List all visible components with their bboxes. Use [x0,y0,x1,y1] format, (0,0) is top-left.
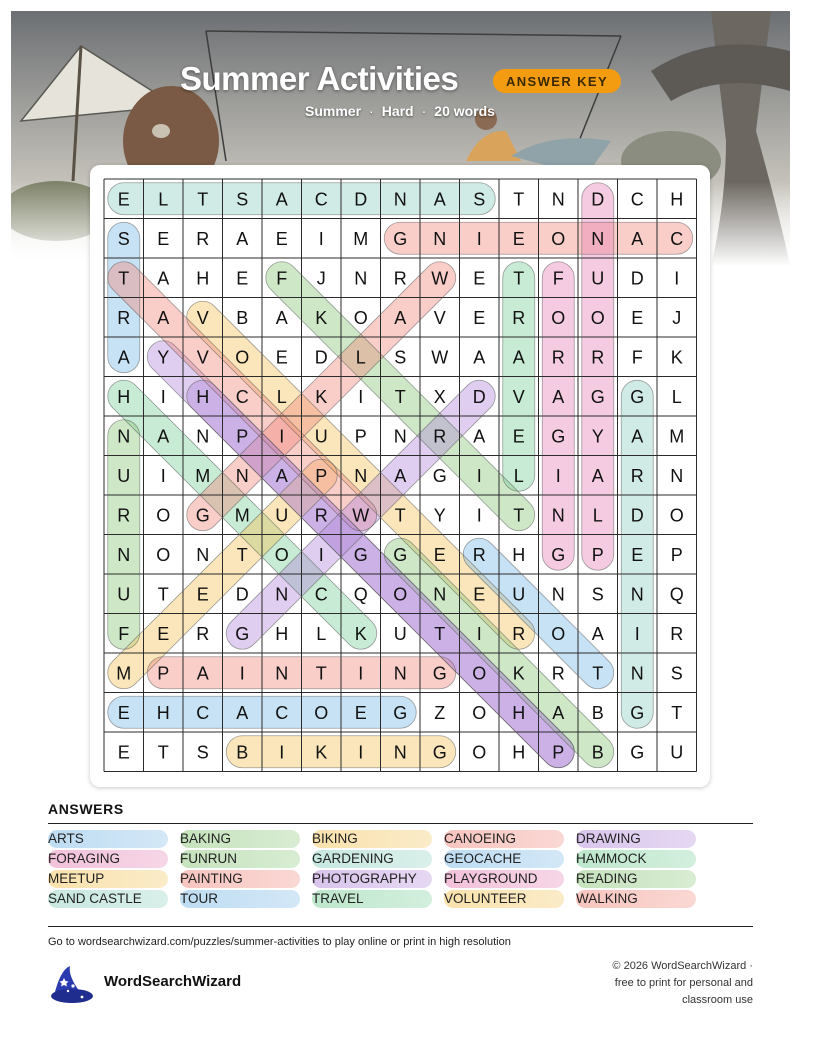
grid-letter[interactable]: C [235,386,249,407]
grid-letter[interactable]: T [157,584,169,605]
answer-word: FUNRUN [180,850,300,868]
grid-letter[interactable]: N [275,663,289,684]
grid-letter[interactable]: W [352,505,370,526]
copyright-notice [560,958,753,1009]
grid-letter[interactable]: D [314,347,328,368]
grid-letter[interactable]: R [196,623,210,644]
grid-letter[interactable]: S [394,347,407,368]
grid-letter[interactable]: I [674,268,680,289]
grid-letter[interactable]: I [476,465,482,486]
grid-letter[interactable]: M [669,426,685,447]
grid-letter[interactable]: U [117,465,131,486]
grid-letter[interactable]: E [196,584,209,605]
grid-letter[interactable]: S [473,189,486,210]
grid-letter[interactable]: R [512,307,526,328]
answer-word: BAKING [180,830,300,848]
grid-letter[interactable]: O [551,623,566,644]
grid-letter[interactable]: H [512,702,526,723]
grid-letter[interactable]: O [551,307,566,328]
grid-letter[interactable]: H [275,623,289,644]
grid-letter[interactable]: E [236,268,249,289]
wizard-hat-logo [46,962,94,1006]
grid-letter[interactable]: R [472,544,486,565]
grid-letter[interactable]: I [476,505,482,526]
grid-letter[interactable]: Z [434,702,446,723]
grid-letter[interactable]: I [476,228,482,249]
answer-word: TOUR [180,890,300,908]
answer-word: BIKING [312,830,432,848]
grid-letter[interactable]: T [513,268,525,289]
grid-letter[interactable]: O [551,228,566,249]
grid-letter[interactable]: F [276,268,288,289]
grid-letter[interactable]: C [196,702,210,723]
grid-letter[interactable]: C [314,584,328,605]
grid-letter[interactable]: N [551,505,565,526]
grid-letter[interactable]: T [513,505,525,526]
grid-letter[interactable]: G [195,505,210,526]
grid-letter[interactable]: D [472,386,486,407]
grid-letter[interactable]: A [631,426,644,447]
grid-letter[interactable]: I [476,623,482,644]
grid-letter[interactable]: N [354,465,368,486]
grid-letter[interactable]: O [590,307,605,328]
grid-letter[interactable]: T [592,663,604,684]
separator-dot: · [369,103,374,119]
grid-letter[interactable]: N [630,584,644,605]
grid-letter[interactable]: I [318,228,324,249]
grid-letter[interactable]: D [591,189,605,210]
answer-word: GEOCACHE [444,850,564,868]
grid-letter[interactable]: C [670,228,684,249]
grid-letter[interactable]: I [358,386,364,407]
answers-bottom-divider [48,926,753,927]
grid-letter[interactable]: R [117,307,131,328]
answer-key-badge: ANSWER KEY [493,69,621,93]
answer-word: PHOTOGRAPHY [312,870,432,888]
grid-letter[interactable]: I [279,426,285,447]
grid-letter[interactable]: A [394,307,407,328]
answers-heading: ANSWERS [48,801,124,817]
grid-letter[interactable]: L [592,505,603,526]
grid-letter[interactable]: T [236,544,248,565]
grid-letter[interactable]: Y [157,347,170,368]
grid-letter[interactable]: U [670,742,684,763]
grid-letter[interactable]: N [354,268,368,289]
grid-letter[interactable]: D [630,505,644,526]
grid-letter[interactable]: G [432,742,447,763]
grid-letter[interactable]: V [433,307,446,328]
grid-letter[interactable]: E [117,702,130,723]
answer-word: SAND CASTLE [48,890,168,908]
answer-word: DRAWING [576,830,696,848]
grid-letter[interactable]: C [314,189,328,210]
grid-letter[interactable]: P [670,544,683,565]
grid-letter[interactable]: P [315,465,328,486]
grid-letter[interactable]: P [236,426,249,447]
grid-letter[interactable]: L [158,189,169,210]
grid-letter[interactable]: I [160,386,166,407]
grid-letter[interactable]: O [472,742,487,763]
grid-letter[interactable]: Y [591,426,604,447]
grid-letter[interactable]: A [591,465,604,486]
grid-letter[interactable]: E [512,228,525,249]
grid-letter[interactable]: G [551,426,566,447]
grid-letter[interactable]: G [432,465,447,486]
grid-letter[interactable]: N [275,584,289,605]
grid-letter[interactable]: N [433,228,447,249]
grid-letter[interactable]: A [394,465,407,486]
grid-letter[interactable]: U [512,584,526,605]
grid-letter[interactable]: N [393,189,407,210]
grid-letter[interactable]: U [117,584,131,605]
grid-letter[interactable]: R [591,347,605,368]
grid-letter[interactable]: T [118,268,130,289]
answer-word: GARDENING [312,850,432,868]
grid-letter[interactable]: G [235,623,250,644]
grid-letter[interactable]: S [591,584,604,605]
grid-letter[interactable]: H [512,742,526,763]
grid-letter[interactable]: I [318,544,324,565]
grid-letter[interactable]: E [117,189,130,210]
grid-letter[interactable]: V [512,386,525,407]
grid-letter[interactable]: R [551,663,565,684]
grid-letter[interactable]: A [157,307,170,328]
grid-letter[interactable]: G [393,702,408,723]
grid-letter[interactable]: H [196,386,210,407]
grid-letter[interactable]: D [235,584,249,605]
grid-letter[interactable]: N [393,742,407,763]
grid-letter[interactable]: A [473,347,486,368]
grid-letter[interactable]: G [630,742,645,763]
grid-letter[interactable]: N [551,189,565,210]
grid-letter[interactable]: N [393,426,407,447]
answer-word: READING [576,870,696,888]
answers-list [48,830,753,910]
theme-label: Summer [305,103,362,119]
grid-letter[interactable]: N [196,544,210,565]
grid-letter[interactable]: J [672,307,682,328]
grid-letter[interactable]: O [156,544,171,565]
copyright-line: free to print for personal and [614,977,753,989]
grid-letter[interactable]: R [630,465,644,486]
grid-letter[interactable]: Y [433,505,446,526]
grid-letter[interactable]: U [275,505,289,526]
grid-letter[interactable]: W [431,268,449,289]
grid-letter[interactable]: G [432,663,447,684]
grid-letter[interactable]: E [157,623,170,644]
grid-letter[interactable]: U [591,268,605,289]
answer-word: WALKING [576,890,696,908]
grid-letter[interactable]: B [591,702,604,723]
grid-letter[interactable]: H [670,189,684,210]
difficulty-label: Hard [381,103,414,119]
answer-word: PLAYGROUND [444,870,564,888]
grid-letter[interactable]: N [235,465,249,486]
grid-letter[interactable]: H [512,544,526,565]
grid-letter[interactable]: R [551,347,565,368]
grid-letter[interactable]: R [670,623,684,644]
grid-letter[interactable]: K [315,742,328,763]
grid-letter[interactable]: D [630,268,644,289]
grid-letter[interactable]: R [393,268,407,289]
grid-letter[interactable]: I [160,465,166,486]
grid-letter[interactable]: O [393,584,408,605]
grid-letter[interactable]: J [316,268,326,289]
grid-letter[interactable]: S [196,742,209,763]
grid-letter[interactable]: I [358,663,364,684]
grid-letter[interactable]: A [433,189,446,210]
answer-word: MEETUP [48,870,168,888]
grid-letter[interactable]: V [196,307,209,328]
grid-letter[interactable]: T [157,742,169,763]
grid-letter[interactable]: E [275,228,288,249]
grid-letter[interactable]: I [239,663,245,684]
grid-letter[interactable]: O [472,663,487,684]
grid-letter[interactable]: C [275,702,289,723]
grid-letter[interactable]: N [591,228,605,249]
grid-letter[interactable]: O [314,702,329,723]
grid-letter[interactable]: K [315,307,328,328]
grid-letter[interactable]: H [156,702,170,723]
grid-letter[interactable]: W [431,347,449,368]
grid-letter[interactable]: E [631,544,644,565]
grid-letter[interactable]: B [236,742,249,763]
grid-letter[interactable]: B [591,742,604,763]
grid-letter[interactable]: S [236,189,249,210]
answer-word: TRAVEL [312,890,432,908]
grid-letter[interactable]: P [552,742,565,763]
grid-letter[interactable]: H [117,386,131,407]
grid-letter[interactable]: G [630,386,645,407]
answer-word: HAMMOCK [576,850,696,868]
grid-letter[interactable]: F [631,347,643,368]
page-title: Summer Activities [180,60,459,97]
grid-letter[interactable]: G [353,544,368,565]
grid-letter[interactable]: R [117,505,131,526]
answer-word: PAINTING [180,870,300,888]
grid-letter[interactable]: A [512,347,525,368]
grid-letter[interactable]: G [551,544,566,565]
grid-letter[interactable]: U [314,426,328,447]
grid-letter[interactable]: G [590,386,605,407]
grid-letter[interactable]: E [433,544,446,565]
grid-letter[interactable]: M [353,228,369,249]
grid-letter[interactable]: T [197,189,209,210]
copyright-line: classroom use [682,994,753,1006]
grid-letter[interactable]: A [275,189,288,210]
grid-letter[interactable]: A [275,307,288,328]
answers-top-divider [48,823,753,824]
grid-letter[interactable]: A [275,465,288,486]
grid-letter[interactable]: E [631,307,644,328]
grid-letter[interactable]: O [156,505,171,526]
grid-letter[interactable]: T [434,623,446,644]
grid-letter[interactable]: K [354,623,367,644]
copyright-line: © 2026 WordSearchWizard · [612,960,753,972]
grid-letter[interactable]: N [551,584,565,605]
grid-letter[interactable]: E [157,228,170,249]
grid-letter[interactable]: I [555,465,561,486]
grid-letter[interactable]: I [358,742,364,763]
grid-letter[interactable]: Q [353,584,368,605]
grid-letter[interactable]: F [118,623,130,644]
grid-letters [116,189,684,762]
grid-letter[interactable]: A [236,228,249,249]
grid-letter[interactable]: K [670,347,683,368]
play-online-link[interactable]: Go to wordsearchwizard.com/puzzles/summer-activities to play online or print in high resolution [48,936,511,948]
grid-letter[interactable]: H [196,268,210,289]
grid-letter[interactable]: B [236,307,249,328]
grid-letter[interactable]: L [671,386,682,407]
grid-letter[interactable]: G [630,702,645,723]
grid-letter[interactable]: R [433,426,447,447]
answer-word: VOLUNTEER [444,890,564,908]
grid-letter[interactable]: M [234,505,250,526]
grid-letter[interactable]: T [394,505,406,526]
grid-letter[interactable]: R [512,623,526,644]
grid-letter[interactable]: E [512,426,525,447]
grid-letter[interactable]: T [671,702,683,723]
answer-word: FORAGING [48,850,168,868]
grid-letter[interactable]: N [433,584,447,605]
grid-letter[interactable]: L [316,623,327,644]
grid-letter[interactable]: A [236,702,249,723]
grid-letter[interactable]: X [433,386,446,407]
separator-dot: · [421,103,427,119]
grid-letter[interactable]: E [473,307,486,328]
grid-letter[interactable]: E [354,702,367,723]
grid-letter[interactable]: N [630,663,644,684]
answer-word: ARTS [48,830,168,848]
grid-letter[interactable]: A [631,228,644,249]
grid-letter[interactable]: A [591,623,604,644]
brand-name: WordSearchWizard [104,973,242,990]
grid-letter[interactable]: K [315,386,328,407]
grid-letter[interactable]: R [196,228,210,249]
grid-letter[interactable]: A [552,386,565,407]
answer-word: CANOEING [444,830,564,848]
grid-letter[interactable]: N [117,426,131,447]
grid-letter[interactable]: A [157,426,170,447]
grid-letter[interactable]: N [196,426,210,447]
grid-letter[interactable]: A [552,702,565,723]
grid-letter[interactable]: A [473,426,486,447]
grid-letter[interactable]: N [117,544,131,565]
grid-letter[interactable]: C [630,189,644,210]
grid-letter[interactable]: P [591,544,604,565]
grid-letter[interactable]: D [354,189,368,210]
grid-letter[interactable]: M [116,663,132,684]
grid-letter[interactable]: A [196,663,209,684]
grid-letter[interactable]: O [353,307,368,328]
grid-letter[interactable]: E [117,742,130,763]
grid-letter[interactable]: O [669,505,684,526]
grid-letter[interactable]: T [315,663,327,684]
grid-letter[interactable]: F [552,268,564,289]
grid-letter[interactable]: I [279,742,285,763]
grid-letter[interactable]: R [314,505,328,526]
grid-letter[interactable]: U [393,623,407,644]
grid-letter[interactable]: P [354,426,367,447]
grid-letter[interactable]: S [670,663,683,684]
grid-letter[interactable]: S [117,228,130,249]
grid-letter[interactable]: I [634,623,640,644]
grid-letter[interactable]: A [157,268,170,289]
grid-letter[interactable]: E [473,584,486,605]
grid-letter[interactable]: A [117,347,130,368]
grid-letter[interactable]: E [473,268,486,289]
word-count-label: 20 words [434,103,495,119]
grid-letter[interactable]: M [195,465,211,486]
grid-letter[interactable]: N [393,663,407,684]
grid-letter[interactable]: O [472,702,487,723]
grid-letter[interactable]: L [276,386,287,407]
grid-letter[interactable]: L [513,465,524,486]
grid-letter[interactable]: Q [669,584,684,605]
grid-letter[interactable]: E [275,347,288,368]
grid-letter[interactable]: O [235,347,250,368]
grid-letter[interactable]: O [274,544,289,565]
grid-letter[interactable]: K [512,663,525,684]
grid-letter[interactable]: T [394,386,406,407]
grid-letter[interactable]: G [393,544,408,565]
grid-letter[interactable]: L [355,347,366,368]
grid-letter[interactable]: T [513,189,525,210]
grid-letter[interactable]: G [393,228,408,249]
grid-letter[interactable]: P [157,663,170,684]
grid-letter[interactable]: N [670,465,684,486]
grid-letter[interactable]: V [196,347,209,368]
